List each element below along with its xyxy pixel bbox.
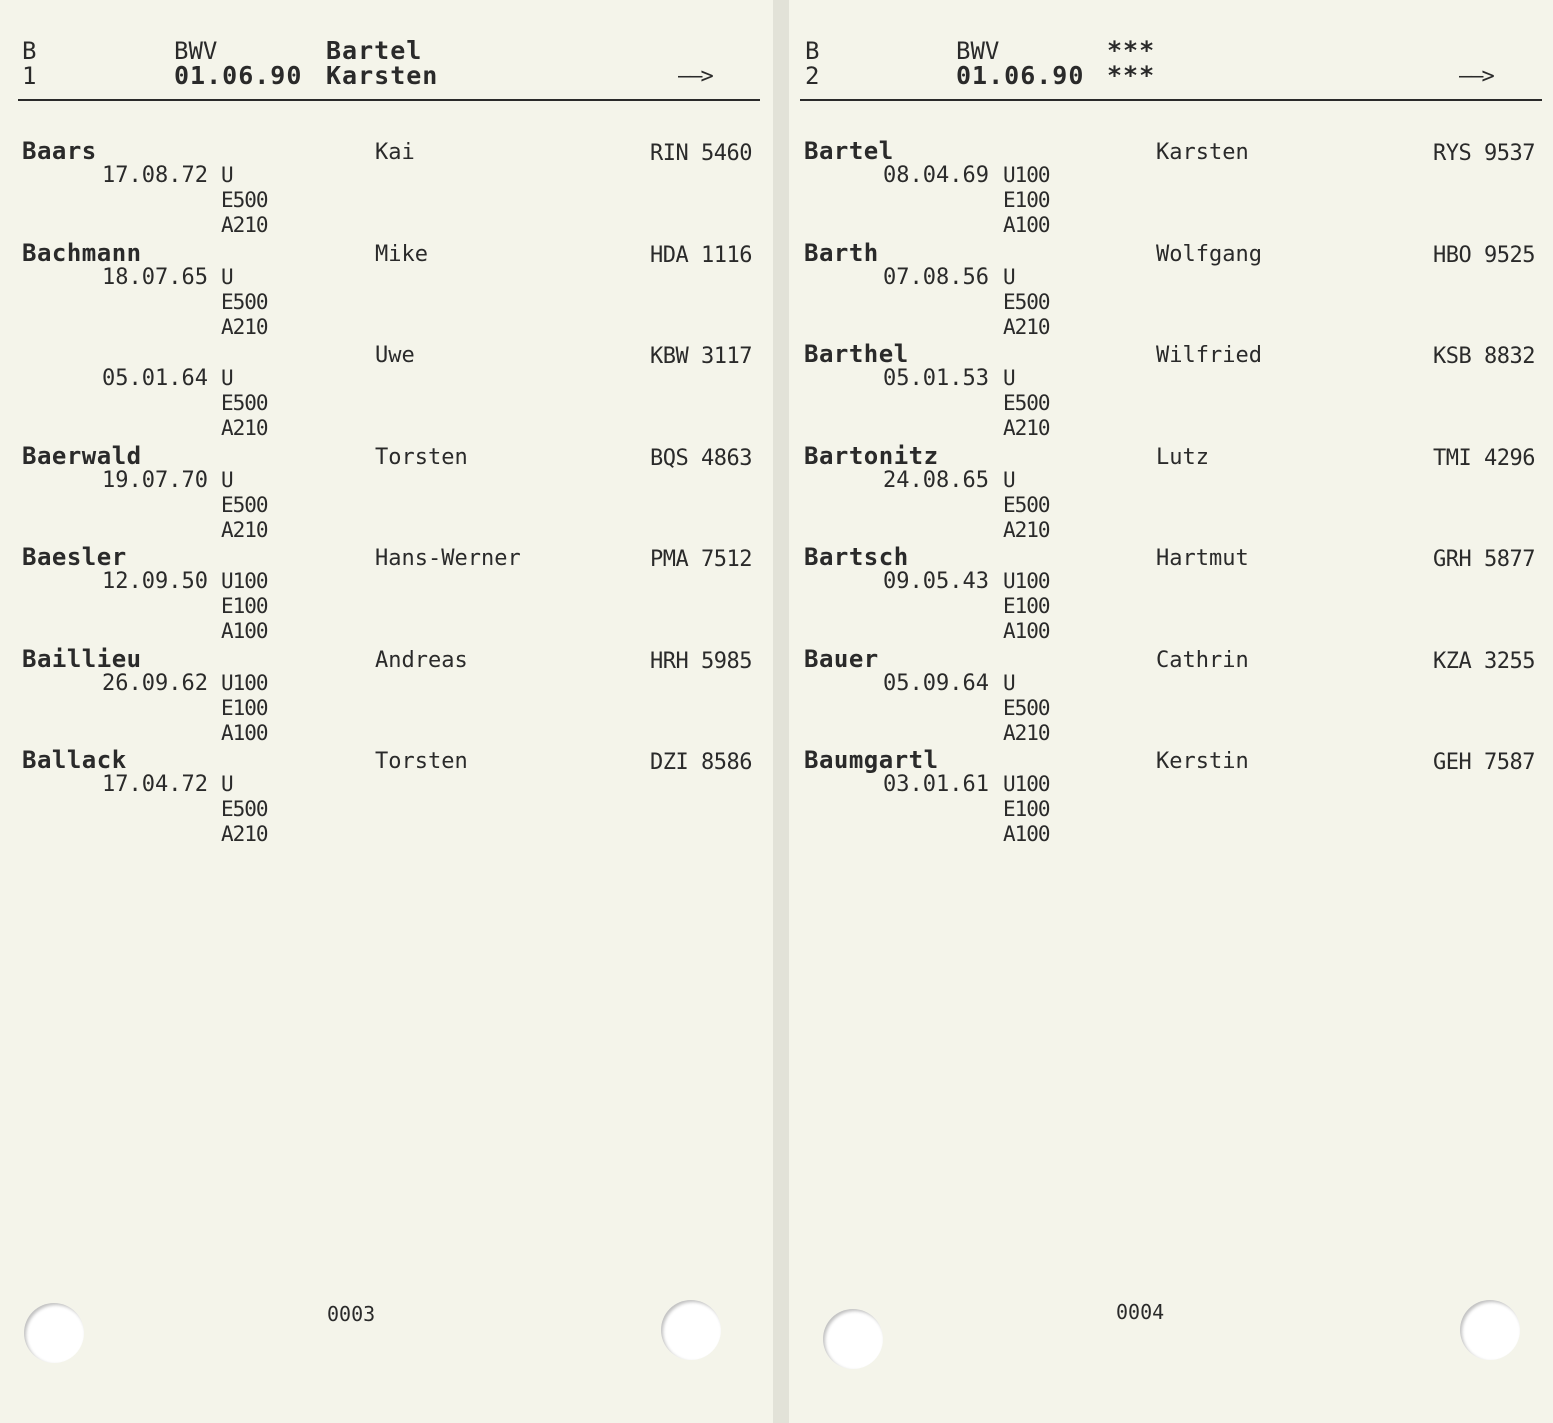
header-date: 01.06.90 bbox=[174, 61, 303, 90]
entry-surname: Baillieu bbox=[22, 645, 142, 673]
entry-surname: Baesler bbox=[22, 543, 127, 571]
entry-code: A100 bbox=[221, 721, 268, 745]
entry-code: A100 bbox=[221, 619, 268, 643]
arrow-right-icon: ——> bbox=[678, 64, 712, 89]
entry-dob: 24.08.65 bbox=[883, 468, 989, 493]
header-org: BWV bbox=[956, 37, 1000, 65]
entry-id: BQS 4863 bbox=[650, 446, 752, 471]
entry-code: U bbox=[1003, 468, 1015, 492]
entry-firstname: Karsten bbox=[1156, 140, 1249, 165]
entry-code: A100 bbox=[1003, 213, 1050, 237]
entry-dob: 08.04.69 bbox=[883, 163, 989, 188]
page-gap bbox=[773, 0, 789, 1423]
entry-id: TMI 4296 bbox=[1433, 446, 1535, 471]
entry-firstname: Wilfried bbox=[1156, 343, 1262, 368]
entry-code: A210 bbox=[221, 518, 268, 542]
page-number: 0003 bbox=[327, 1302, 376, 1326]
entry-code: A210 bbox=[1003, 315, 1050, 339]
entry-dob: 03.01.61 bbox=[883, 772, 989, 797]
entry-code: U100 bbox=[221, 671, 268, 695]
header-number: 1 bbox=[22, 62, 37, 90]
entry-id: HRH 5985 bbox=[650, 649, 752, 674]
entry-code: A210 bbox=[1003, 518, 1050, 542]
entry-id: KZA 3255 bbox=[1433, 649, 1535, 674]
header-number: 2 bbox=[805, 62, 820, 90]
entry-code: A210 bbox=[221, 822, 268, 846]
header-name-last: *** bbox=[1107, 36, 1156, 65]
header-name-last: Bartel bbox=[326, 36, 423, 65]
entry-code: E100 bbox=[221, 594, 268, 618]
entry-firstname: Hans-Werner bbox=[375, 546, 521, 571]
entry-firstname: Hartmut bbox=[1156, 546, 1249, 571]
header-name-first: Karsten bbox=[326, 61, 439, 90]
entry-code: U bbox=[1003, 366, 1015, 390]
header-date: 01.06.90 bbox=[956, 61, 1085, 90]
punch-hole bbox=[1460, 1300, 1520, 1360]
punch-hole bbox=[24, 1303, 84, 1363]
entry-code: E100 bbox=[1003, 797, 1050, 821]
entry-surname: Baars bbox=[22, 137, 97, 165]
entry-code: A210 bbox=[221, 315, 268, 339]
header-divider bbox=[800, 99, 1542, 101]
punch-hole bbox=[661, 1300, 721, 1360]
entry-id: RYS 9537 bbox=[1433, 141, 1535, 166]
entry-dob: 07.08.56 bbox=[883, 265, 989, 290]
entry-dob: 19.07.70 bbox=[102, 468, 208, 493]
entry-id: KSB 8832 bbox=[1433, 344, 1535, 369]
entry-firstname: Cathrin bbox=[1156, 648, 1249, 673]
punch-hole bbox=[823, 1309, 883, 1369]
entry-id: RIN 5460 bbox=[650, 141, 752, 166]
entry-id: HDA 1116 bbox=[650, 243, 752, 268]
entry-dob: 18.07.65 bbox=[102, 265, 208, 290]
entry-dob: 05.09.64 bbox=[883, 671, 989, 696]
entry-code: A210 bbox=[221, 213, 268, 237]
entry-id: GRH 5877 bbox=[1433, 547, 1535, 572]
entry-surname: Bachmann bbox=[22, 239, 142, 267]
entry-code: U bbox=[221, 265, 233, 289]
entry-code: U100 bbox=[1003, 163, 1050, 187]
entry-code: E100 bbox=[1003, 594, 1050, 618]
entry-id: KBW 3117 bbox=[650, 344, 752, 369]
entry-dob: 05.01.64 bbox=[102, 366, 208, 391]
card-page-right bbox=[789, 0, 1553, 1423]
entry-surname: Barth bbox=[804, 239, 879, 267]
card-page-left bbox=[0, 0, 773, 1423]
entry-firstname: Lutz bbox=[1156, 445, 1209, 470]
entry-surname: Bartonitz bbox=[804, 442, 939, 470]
entry-firstname: Wolfgang bbox=[1156, 242, 1262, 267]
entry-code: E500 bbox=[221, 290, 268, 314]
entry-id: DZI 8586 bbox=[650, 750, 752, 775]
entry-firstname: Kerstin bbox=[1156, 749, 1249, 774]
entry-code: U bbox=[1003, 265, 1015, 289]
entry-id: GEH 7587 bbox=[1433, 750, 1535, 775]
entry-id: HBO 9525 bbox=[1433, 243, 1535, 268]
arrow-right-icon: ——> bbox=[1459, 64, 1493, 89]
entry-dob: 12.09.50 bbox=[102, 569, 208, 594]
entry-code: U bbox=[221, 163, 233, 187]
entry-firstname: Mike bbox=[375, 242, 428, 267]
entry-code: A100 bbox=[1003, 619, 1050, 643]
entry-code: E500 bbox=[221, 797, 268, 821]
entry-code: A210 bbox=[1003, 416, 1050, 440]
entry-surname: Bauer bbox=[804, 645, 879, 673]
entry-code: A210 bbox=[221, 416, 268, 440]
page-number: 0004 bbox=[1116, 1300, 1165, 1324]
header-letter: B bbox=[22, 37, 37, 65]
entry-firstname: Torsten bbox=[375, 749, 468, 774]
entry-code: U100 bbox=[1003, 772, 1050, 796]
entry-code: U100 bbox=[221, 569, 268, 593]
entry-firstname: Torsten bbox=[375, 445, 468, 470]
entry-code: E500 bbox=[1003, 493, 1050, 517]
header-letter: B bbox=[805, 37, 820, 65]
entry-firstname: Kai bbox=[375, 140, 415, 165]
entry-code: A210 bbox=[1003, 721, 1050, 745]
header-divider bbox=[18, 99, 760, 101]
entry-code: U bbox=[221, 772, 233, 796]
entry-code: U bbox=[221, 468, 233, 492]
entry-firstname: Andreas bbox=[375, 648, 468, 673]
entry-code: E500 bbox=[221, 188, 268, 212]
entry-firstname: Uwe bbox=[375, 343, 415, 368]
entry-dob: 17.04.72 bbox=[102, 772, 208, 797]
entry-code: E500 bbox=[221, 391, 268, 415]
entry-code: E100 bbox=[1003, 188, 1050, 212]
entry-code: E500 bbox=[1003, 290, 1050, 314]
entry-code: E500 bbox=[1003, 391, 1050, 415]
entry-surname: Barthel bbox=[804, 340, 909, 368]
entry-dob: 05.01.53 bbox=[883, 366, 989, 391]
entry-dob: 17.08.72 bbox=[102, 163, 208, 188]
entry-surname: Baumgartl bbox=[804, 746, 939, 774]
entry-surname: Baerwald bbox=[22, 442, 142, 470]
header-org: BWV bbox=[174, 37, 218, 65]
entry-surname: Bartel bbox=[804, 137, 894, 165]
header-name-first: *** bbox=[1107, 61, 1156, 90]
entry-code: E500 bbox=[221, 493, 268, 517]
entry-code: E500 bbox=[1003, 696, 1050, 720]
entry-id: PMA 7512 bbox=[650, 547, 752, 572]
entry-surname: Bartsch bbox=[804, 543, 909, 571]
entry-code: A100 bbox=[1003, 822, 1050, 846]
entry-code: E100 bbox=[221, 696, 268, 720]
entry-code: U bbox=[221, 366, 233, 390]
entry-dob: 26.09.62 bbox=[102, 671, 208, 696]
entry-surname: Ballack bbox=[22, 746, 127, 774]
entry-code: U100 bbox=[1003, 569, 1050, 593]
entry-code: U bbox=[1003, 671, 1015, 695]
entry-dob: 09.05.43 bbox=[883, 569, 989, 594]
